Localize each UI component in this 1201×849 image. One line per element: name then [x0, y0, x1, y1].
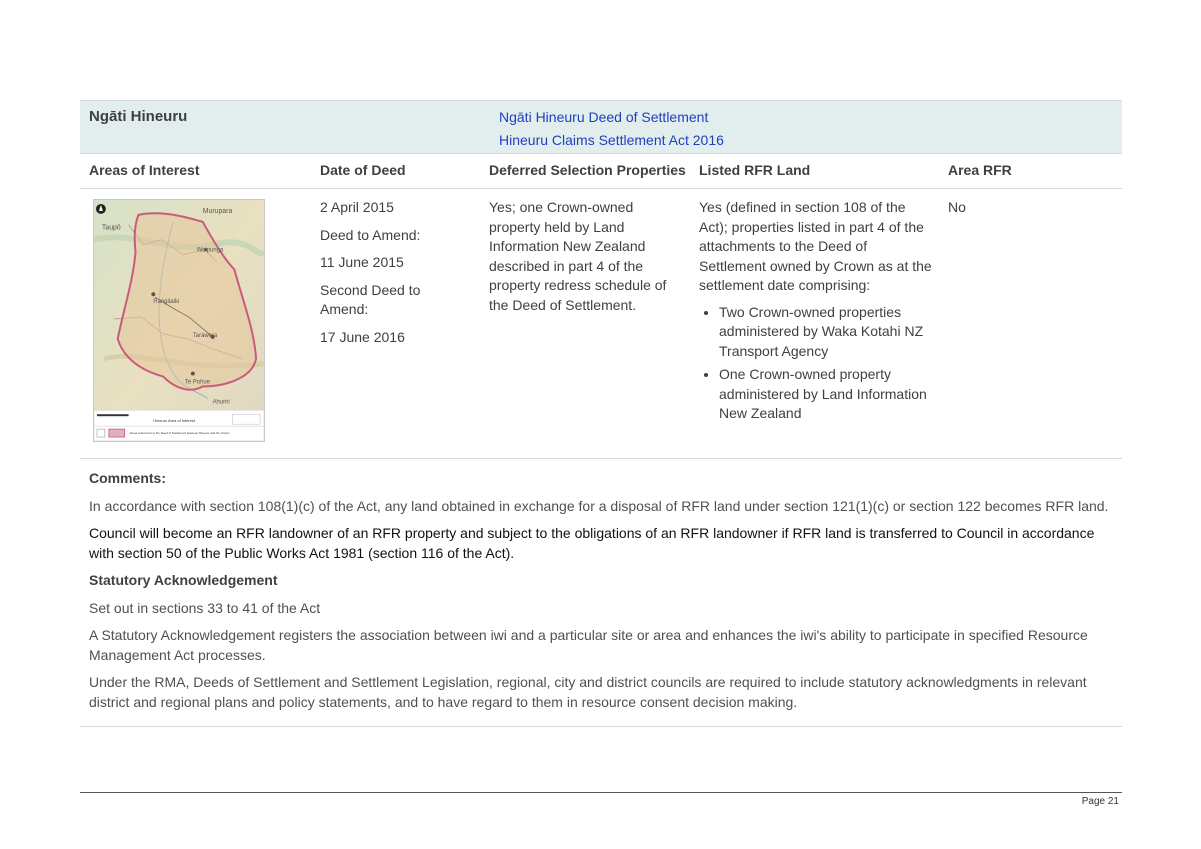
second-deed-to-amend-label: Second Deed to Amend: — [320, 281, 421, 317]
footer-divider — [80, 792, 1122, 793]
comment-paragraph: Set out in sections 33 to 41 of the Act — [89, 599, 321, 616]
listed-rfr-intro: Yes (defined in section 108 of the Act); properties listed in part 4 of the attachments to the Deed of Settlement owned by Crown as at the settlement date comprising: — [699, 199, 932, 293]
listed-rfr-land-cell — [699, 198, 934, 428]
map-label-rangitaiki: Rangitaiki — [153, 299, 180, 306]
date-of-deed-cell — [320, 198, 460, 355]
comment-paragraph: In accordance with section 108(1)(c) of the Act, any land obtained in exchange for a disposal of RFR land under section 121(1)(c) or section 122 becomes RFR land. — [89, 497, 1109, 514]
map-legend-title: Hineuru Area of Interest — [153, 418, 195, 424]
col-deferred-selection: Deferred Selection Properties — [489, 162, 686, 178]
area-of-interest-map — [93, 199, 265, 442]
listed-rfr-list — [699, 303, 934, 424]
second-deed-to-amend-date: 17 June 2016 — [320, 328, 405, 345]
map-label-taupo: Taupō — [101, 224, 121, 232]
statutory-acknowledgement-heading: Statutory Acknowledgement — [89, 572, 278, 588]
column-headers — [80, 154, 1122, 189]
deed-to-amend-date: 11 June 2015 — [320, 254, 404, 270]
list-item: • Two Crown-owned properties administered by Waka Kotahi NZ Transport Agency — [719, 303, 934, 362]
claims-settlement-act-link[interactable]: Hineuru Claims Settlement Act 2016 — [499, 132, 724, 148]
header-links — [499, 106, 724, 152]
table-header — [80, 100, 1122, 154]
iwi-name: Ngāti Hineuru — [89, 108, 188, 125]
area-of-interest-cell — [93, 199, 265, 442]
map-label-te-pohue: Te Pohue — [184, 379, 210, 386]
comment-paragraph: Council will become an RFR landowner of an RFR property and subject to the obligations of an RFR landowner if RFR land is transferred to Council in accordance with section 50 of the Public Works Act 1981 (section 116 of the Act). — [89, 525, 1095, 561]
map-label-tarawera: Tarawera — [192, 332, 218, 339]
page-number: Page 21 — [1081, 796, 1119, 807]
deed-to-amend-label: Deed to Amend: — [320, 226, 421, 243]
col-date-of-deed: Date of Deed — [320, 162, 406, 178]
map-legend-caption: Areas referred to in the Deed of Settlement between Hineuru and the Crown — [129, 431, 230, 436]
map-label-murupara: Murupara — [202, 207, 233, 215]
comment-paragraph: A Statutory Acknowledgement registers the association between iwi and a particular site or area and enhances the iwi's ability to participate in specified Resource Management Act processes. — [89, 627, 1088, 663]
table-row — [80, 189, 1122, 459]
col-listed-rfr-land: Listed RFR Land — [699, 162, 811, 178]
col-areas-of-interest: Areas of Interest — [89, 162, 200, 178]
comments-heading: Comments: — [89, 470, 167, 486]
comment-paragraph: Under the RMA, Deeds of Settlement and Settlement Legislation, regional, city and district councils are required to include statutory acknowledgments in relevant district and regional plans and policy statements, and to have regard to them in resource consent decision making. — [89, 674, 1087, 710]
deed-of-settlement-link[interactable]: Ngāti Hineuru Deed of Settlement — [499, 109, 709, 125]
deed-date: 2 April 2015 — [320, 199, 394, 215]
map-label-ahuriri: Ahuriri — [212, 399, 230, 406]
comments-section — [80, 459, 1122, 727]
area-rfr-cell: No — [948, 199, 966, 215]
settlement-table — [80, 100, 1122, 727]
deferred-selection-cell: Yes; one Crown-owned property held by Land Information New Zealand described in part 4 of the property redress schedule of the Deed of Settlement. — [489, 199, 667, 313]
list-item: • One Crown-owned property administered by Land Information New Zealand — [719, 365, 934, 424]
map-label-waipunga: Waipunga — [196, 247, 224, 254]
col-area-rfr: Area RFR — [948, 162, 1012, 178]
